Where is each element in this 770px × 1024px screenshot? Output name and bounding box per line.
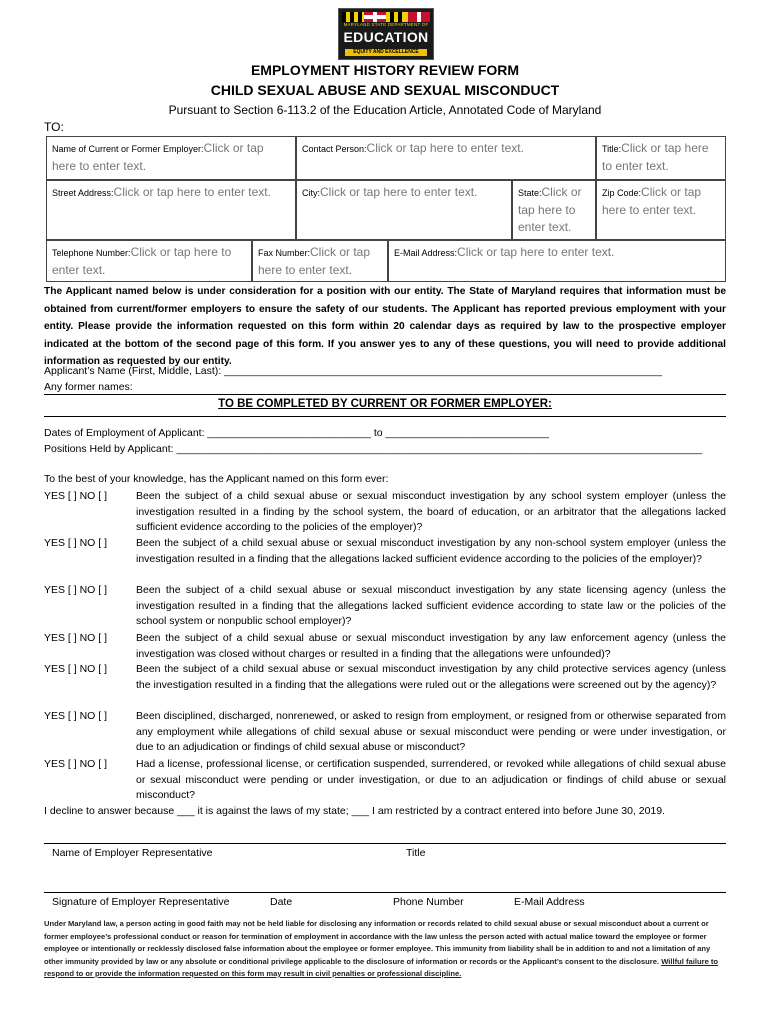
question-1-text: Been the subject of a child sexual abuse or sexual misconduct investigation by any school system employer (unless the investigation resulted in a finding by the school system, the board of education, or an arbitrator that the allegations lacked sufficient evidence according to the policies of the employer)?: [136, 490, 726, 533]
telephone-label: Telephone Number:: [52, 248, 131, 258]
telephone-field[interactable]: [46, 240, 252, 282]
title-field[interactable]: [596, 136, 726, 180]
state-field[interactable]: [512, 180, 596, 240]
statute-reference: Pursuant to Section 6-113.2 of the Education Article, Annotated Code of Maryland: [168, 103, 602, 117]
applicant-name-line[interactable]: Applicant’s Name (First, Middle, Last): ___________________________________________________________________________: [44, 365, 663, 377]
contact-person-label: Contact Person:: [302, 144, 367, 154]
contact-person-field[interactable]: [296, 136, 596, 180]
question-4-yes-no[interactable]: YES [ ] NO [ ]: [44, 632, 108, 644]
city-placeholder: Click or tap here to enter text.: [320, 185, 478, 199]
logo-tagline: EQUITY AND EXCELLENCE: [345, 49, 427, 56]
question-5-text: Been the subject of a child sexual abuse or sexual misconduct investigation by any child protective services agency (unless the investigation resulted in a finding that the allegations were ruled out or the allegations were screened out by the agency)?: [136, 663, 726, 691]
liability-notice-text: Under Maryland law, a person acting in good faith may not be held liable for disclosing any information or records related to child sexual abuse or sexual misconduct about a current or former employee’s professional conduct or reason for termination of employment in accordance with the law unless the person acted with actual malice toward the employee or former employee or intentionally or recklessly disclosed false information about the employee or former employee. This immunity from liability shall be in addition to and not a limitation of any other immunity provided by law or any absolute or conditional privilege applicable to the disclosure of information or records or the Applicant’s consent to the disclosure.: [44, 919, 711, 966]
question-3-yes-no[interactable]: YES [ ] NO [ ]: [44, 584, 108, 596]
rep-title-label: Title: [406, 847, 426, 859]
fax-placeholder: Click or tap here to enter text.: [258, 245, 371, 277]
signature-line-1: [44, 843, 726, 844]
question-3-text: Been the subject of a child sexual abuse or sexual misconduct investigation by any state licensing agency (unless the investigation resulted in a finding that the allegations lacked sufficient evidence according to state law or the policies of the school system or nonpublic school employer)?: [136, 584, 726, 627]
date-label: Date: [270, 896, 293, 908]
question-4-text: Been the subject of a child sexual abuse or sexual misconduct investigation by any law enforcement agency (unless the investigation was closed without charges or resulted in a finding that the allegations were unfounded)?: [136, 632, 726, 660]
divider-top: [44, 394, 726, 395]
employer-name-field[interactable]: [46, 136, 296, 180]
email-field[interactable]: [388, 240, 726, 282]
rep-signature-label: Signature of Employer Representative: [52, 896, 230, 908]
zip-code-field[interactable]: [596, 180, 726, 240]
question-2-text: Been the subject of a child sexual abuse or sexual misconduct investigation by any non-school system employer (unless the investigation resulted in a finding that the allegations lacked sufficient evidence according to the policies of the employer)?: [136, 537, 726, 565]
decline-statement[interactable]: I decline to answer because ___ it is against the laws of my state; ___ I am restricted by a contract entered into before June 30, 2019.: [44, 805, 666, 817]
email-placeholder: Click or tap here to enter text.: [457, 245, 615, 259]
employer-name-placeholder: Click or tap here to enter text.: [52, 141, 264, 173]
liability-warning: Willful failure to respond to or provide the information requested on this form may result in civil penalties or professional discipline.: [44, 956, 719, 978]
zip-code-placeholder: Click or tap here to enter text.: [602, 185, 702, 217]
state-placeholder: Click or tap here to enter text.: [518, 185, 582, 234]
divider-bottom: [44, 416, 726, 417]
signature-line-2: [44, 892, 726, 893]
title-label: Title:: [602, 144, 622, 154]
positions-held-line[interactable]: Positions Held by Applicant: __________________________________________________________________________________________: [44, 443, 703, 455]
fax-field[interactable]: [252, 240, 388, 282]
question-6-yes-no[interactable]: YES [ ] NO [ ]: [44, 710, 108, 722]
question-intro: To the best of your knowledge, has the Applicant named on this form ever:: [44, 473, 389, 485]
logo-name: EDUCATION: [343, 29, 429, 45]
street-address-label: Street Address:: [52, 188, 114, 198]
employer-name-label: Name of Current or Former Employer:: [52, 144, 204, 154]
form-subtitle: CHILD SEXUAL ABUSE AND SEXUAL MISCONDUCT: [210, 82, 560, 98]
state-label: State:: [518, 188, 542, 198]
zip-code-label: Zip Code:: [602, 188, 642, 198]
question-1-yes-no[interactable]: YES [ ] NO [ ]: [44, 490, 108, 502]
maryland-flag-icon: [342, 12, 430, 22]
contact-person-placeholder: Click or tap here to enter text.: [366, 141, 524, 155]
form-title: EMPLOYMENT HISTORY REVIEW FORM: [250, 62, 520, 78]
section-heading: TO BE COMPLETED BY CURRENT OR FORMER EMPLOYER:: [218, 398, 552, 410]
email-label-sig: E-Mail Address: [514, 896, 585, 908]
phone-label: Phone Number: [393, 896, 464, 908]
fax-label: Fax Number:: [258, 248, 311, 258]
question-5-yes-no[interactable]: YES [ ] NO [ ]: [44, 663, 108, 675]
question-2-yes-no[interactable]: YES [ ] NO [ ]: [44, 537, 108, 549]
title-placeholder: Click or tap here to enter text.: [602, 141, 709, 173]
street-address-placeholder: Click or tap here to enter text.: [113, 185, 271, 199]
rep-name-label: Name of Employer Representative: [52, 847, 213, 859]
to-label: TO:: [44, 120, 64, 134]
logo-department: MARYLAND STATE DEPARTMENT OF: [343, 22, 429, 27]
email-label: E-Mail Address:: [394, 248, 458, 258]
question-7-yes-no[interactable]: YES [ ] NO [ ]: [44, 758, 108, 770]
dates-of-employment-line[interactable]: Dates of Employment of Applicant: ____________________________ to ____________________________: [44, 427, 550, 439]
intro-paragraph: The Applicant named below is under consideration for a position with our entity. The State of Maryland requires that information must be obtained from current/former employers to ensure the safety of our students. The Applicant has reported previous employment with your entity. Please provide the information requested on this form within 20 calendar days as required by law to the prospective employer indicated at the bottom of the second page of this form. If you answer yes to any of these questions, you will need to provide additional information as requested by our entity.: [44, 286, 726, 367]
city-field[interactable]: [296, 180, 512, 240]
city-label: City:: [302, 188, 320, 198]
telephone-placeholder: Click or tap here to enter text.: [52, 245, 232, 277]
street-address-field[interactable]: [46, 180, 296, 240]
former-names-label: Any former names:: [44, 381, 133, 393]
msde-logo: [338, 8, 434, 60]
liability-notice: [44, 918, 726, 981]
question-7-text: Had a license, professional license, or certification suspended, surrendered, or revoked while allegations of child sexual abuse or sexual misconduct were pending or under investigation, or due to an adjudication or findings of child abuse or sexual misconduct?: [136, 758, 726, 801]
question-6-text: Been disciplined, discharged, nonrenewed, or asked to resign from employment, or resigned from or otherwise separated from any employment while allegations of child sexual abuse or sexual misconduct were pending or were under investigation, or due to an adjudication or findings of child sexual abuse or misconduct?: [136, 710, 726, 753]
